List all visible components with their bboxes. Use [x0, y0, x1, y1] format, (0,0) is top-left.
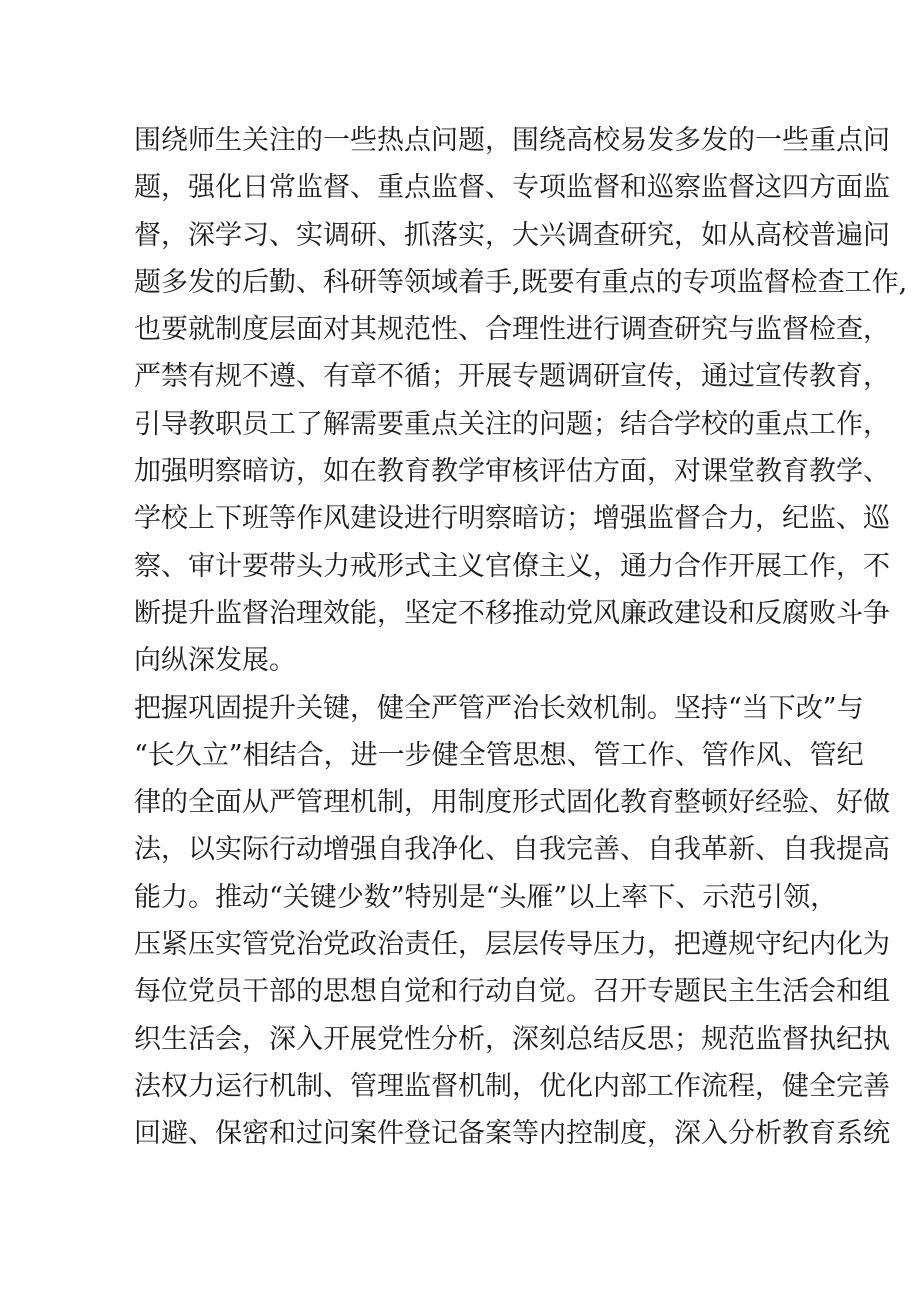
text-line: 法权力运行机制、管理监督机制，优化内部工作流程，健全完善 [134, 1070, 890, 1102]
text-line: 把握巩固提升关键，健全严管严治长效机制。坚持“当下改”与 [134, 692, 864, 724]
text-line: 围绕师生关注的一些热点问题，围绕高校易发多发的一些重点问 [134, 125, 890, 156]
text-line: 断提升监督治理效能，坚定不移推动党风廉政建设和反腐败斗争 [134, 597, 890, 629]
body-text [134, 117, 908, 1158]
paragraph-2 [134, 685, 890, 1158]
text-line: 能力。推动“关键少数”特别是“头雁”以上率下、示范引领， [134, 881, 838, 913]
text-line: 每位党员干部的思想自觉和行动自觉。召开专题民主生活会和组 [134, 976, 890, 1008]
paragraph-1 [134, 117, 908, 685]
text-line: 学校上下班等作风建设进行明察暗访；增强监督合力，纪监、巡 [134, 503, 890, 535]
text-line: 法，以实际行动增强自我净化、自我完善、自我革新、自我提高 [134, 834, 890, 866]
text-line: 回避、保密和过问案件登记备案等内控制度，深入分析教育系统 [134, 1118, 890, 1150]
text-line: 也要就制度层面对其规范性、合理性进行调查研究与监督检查， [134, 314, 890, 346]
text-line: 严禁有规不遵、有章不循；开展专题调研宣传，通过宣传教育， [134, 361, 890, 393]
text-line: 向纵深发展。 [134, 645, 296, 677]
text-line: 加强明察暗访，如在教育教学审核评估方面，对课堂教育教学、 [134, 456, 890, 488]
text-line: 律的全面从严管理机制，用制度形式固化教育整顿好经验、好做 [134, 787, 890, 819]
text-line: 题，强化日常监督、重点监督、专项监督和巡察监督这四方面监 [134, 172, 890, 204]
text-line: 题多发的后勤、科研等领域着手,既要有重点的专项监督检查工作, [134, 266, 908, 298]
text-line: 织生活会，深入开展党性分析，深刻总结反思；规范监督执纪执 [134, 1023, 890, 1055]
text-line: 引导教职员工了解需要重点关注的问题；结合学校的重点工作， [134, 408, 890, 440]
text-line: 督，深学习、实调研、抓落实，大兴调查研究，如从高校普遍问 [134, 219, 890, 251]
text-line: 压紧压实管党治党政治责任，层层传导压力，把遵规守纪内化为 [134, 929, 890, 961]
text-line: “长久立”相结合，进一步健全管思想、管工作、管作风、管纪 [134, 739, 864, 771]
text-line: 察、审计要带头力戒形式主义官僚主义，通力合作开展工作，不 [134, 550, 890, 582]
